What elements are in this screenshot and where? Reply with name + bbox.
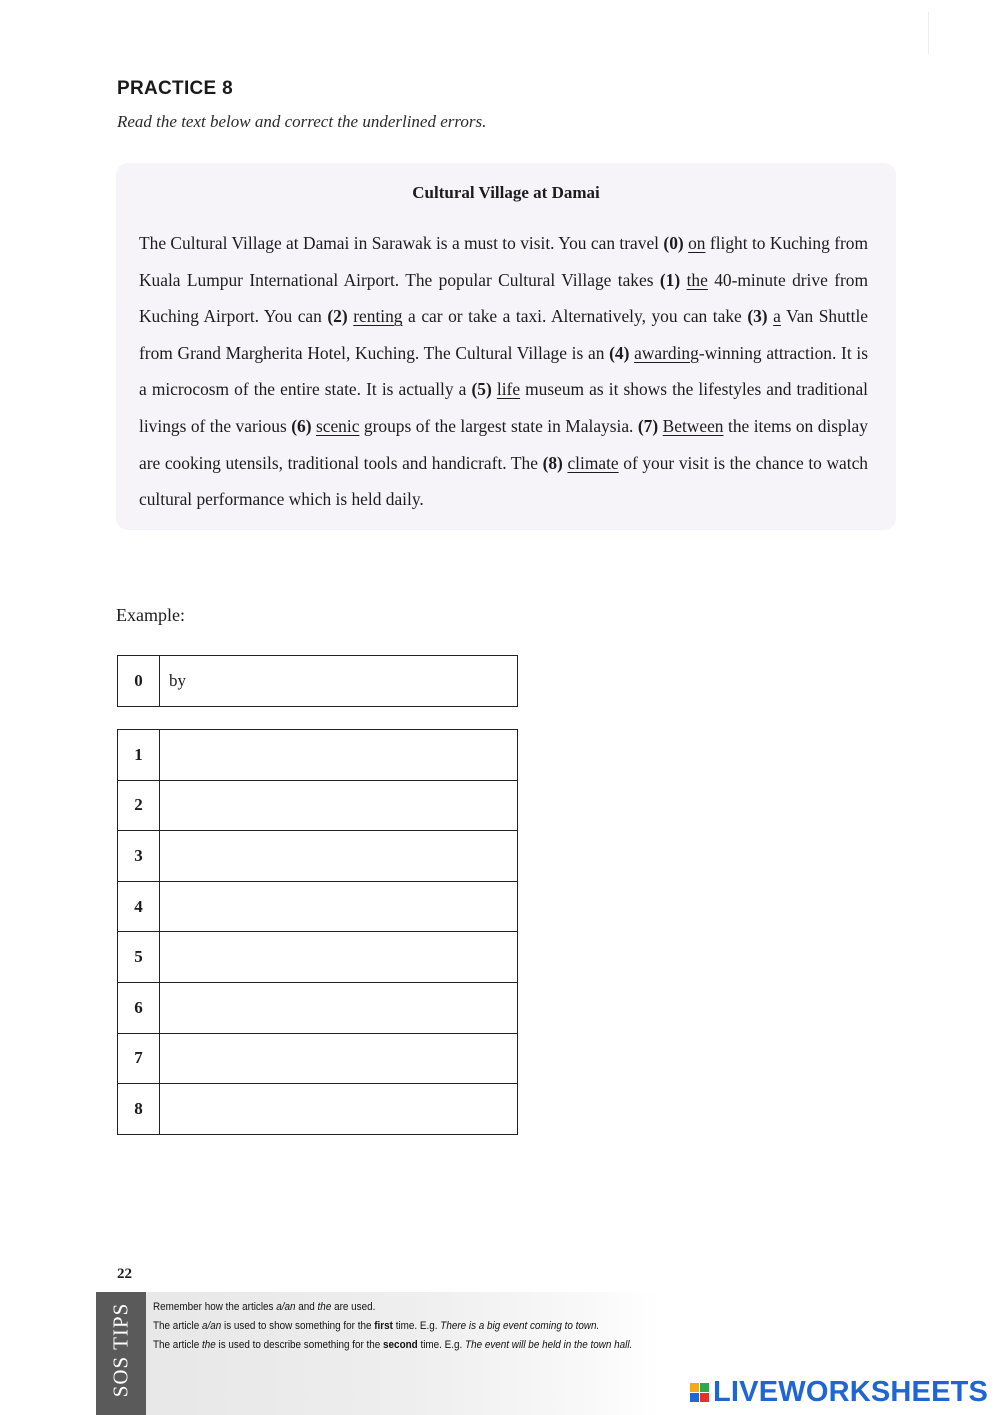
- logo-square: [700, 1383, 709, 1392]
- tip-run: The article: [153, 1339, 202, 1351]
- answer-row: [118, 1033, 518, 1084]
- answer-number: 4: [118, 881, 160, 932]
- passage-error-word: renting: [353, 306, 403, 327]
- logo-square: [690, 1383, 699, 1392]
- passage-text: [139, 225, 868, 518]
- answer-row: [118, 730, 518, 781]
- answer-number: 2: [118, 780, 160, 831]
- tip-run: are used.: [331, 1301, 376, 1313]
- answer-number: 1: [118, 730, 160, 781]
- passage-marker: (5): [471, 379, 492, 400]
- passage-error-word: on: [688, 233, 706, 253]
- sos-tips-box: [96, 1292, 661, 1415]
- answer-row: [118, 982, 518, 1033]
- passage-marker: (7): [637, 415, 659, 436]
- answer-field-1[interactable]: [160, 730, 518, 781]
- passage-error-word: climate: [567, 452, 619, 473]
- passage-run: flight to Kuching from Kuala Lumpur International Airport. The popular Cultural Village takes: [139, 233, 868, 290]
- answer-row: [118, 932, 518, 983]
- tip-run: time. E.g.: [417, 1339, 466, 1351]
- sos-tip-line: [153, 1298, 632, 1317]
- passage-box: [116, 163, 896, 530]
- tip-run: a/an: [201, 1320, 222, 1332]
- passage-run: 40-minute drive from Kuching Airport. You can: [139, 269, 868, 327]
- answer-field-4[interactable]: [160, 881, 518, 932]
- example-row: [118, 656, 518, 707]
- sos-tips-text: [153, 1298, 632, 1355]
- passage-run: the items on display are cooking utensils, traditional tools and handicraft. The: [139, 415, 868, 473]
- liveworksheets-wordmark: LIVEWORKSHEETS: [713, 1375, 989, 1408]
- answer-row: [118, 881, 518, 932]
- passage-marker: (3): [747, 306, 768, 327]
- passage-error-word: the: [686, 269, 708, 290]
- tip-run: the: [201, 1339, 216, 1351]
- answer-field-3[interactable]: [160, 831, 518, 882]
- passage-run: a car or take a taxi. Alternatively, you can take: [402, 306, 748, 327]
- instruction-text: Read the text below and correct the underlined errors.: [117, 112, 487, 131]
- passage-error-word: life: [496, 379, 521, 400]
- example-answer: by: [160, 656, 518, 707]
- answer-field-6[interactable]: [160, 982, 518, 1033]
- passage-error-word: awarding: [634, 342, 699, 363]
- answer-row: [118, 831, 518, 882]
- tip-run: Remember how the articles: [153, 1301, 277, 1313]
- practice-heading: PRACTICE 8: [117, 78, 233, 99]
- passage-run: Van Shuttle from Grand Margherita Hotel, Kuching. The Cultural Village is an: [139, 306, 869, 363]
- liveworksheets-logo: [690, 1376, 988, 1408]
- answer-field-5[interactable]: [160, 932, 518, 983]
- sos-tip-line: [153, 1317, 632, 1336]
- liveworksheets-icon: [690, 1383, 709, 1402]
- sos-tips-tab: [96, 1292, 146, 1415]
- tip-marker: second: [383, 1339, 418, 1351]
- passage-run: groups of the largest state in Malaysia.: [359, 415, 638, 436]
- passage-run: of your visit is the chance to watch cultural performance which is held daily.: [139, 452, 868, 510]
- answer-row: [118, 1084, 518, 1135]
- passage-title: Cultural Village at Damai: [412, 183, 600, 202]
- answer-number: 8: [118, 1084, 160, 1135]
- passage-error-word: scenic: [315, 415, 360, 436]
- example-label: Example:: [116, 605, 185, 625]
- tip-run: a/an: [276, 1301, 296, 1313]
- passage-marker: (6): [291, 415, 312, 436]
- logo-square: [700, 1393, 709, 1402]
- logo-square: [690, 1393, 699, 1402]
- answer-row: [118, 780, 518, 831]
- answer-field-8[interactable]: [160, 1084, 518, 1135]
- answer-number: 6: [118, 982, 160, 1033]
- tip-run: is used to describe something for the: [215, 1339, 384, 1351]
- page-number: 22: [117, 1266, 132, 1282]
- page-fold-mark: [928, 12, 929, 54]
- passage-run: -winning attraction. It is a microcosm of the entire state. It is actually a: [139, 342, 868, 400]
- answer-number: 7: [118, 1033, 160, 1084]
- tip-run: The event will be held in the town hall.: [465, 1339, 633, 1351]
- passage-marker: (2): [327, 306, 348, 327]
- tip-run: time. E.g.: [392, 1320, 441, 1332]
- tip-run: the: [317, 1301, 332, 1313]
- sos-tips-title: SOS TIPS: [108, 1302, 133, 1398]
- tip-run: and: [295, 1301, 318, 1313]
- sos-tip-line: [153, 1336, 632, 1355]
- answer-number: 3: [118, 831, 160, 882]
- answer-table: [117, 729, 518, 1135]
- tip-run: is used to show something for the: [221, 1320, 375, 1332]
- passage-marker: (1): [659, 269, 681, 290]
- answer-number: 5: [118, 932, 160, 983]
- passage-marker: (0): [663, 233, 684, 253]
- tip-marker: first: [374, 1320, 393, 1332]
- answer-field-2[interactable]: [160, 780, 518, 831]
- passage-run: museum as it shows the lifestyles and traditional livings of the various: [139, 379, 868, 436]
- tip-run: The article: [153, 1320, 202, 1332]
- passage-marker: (8): [542, 452, 563, 473]
- passage-run: The Cultural Village at Damai in Sarawak is a must to visit. You can travel: [139, 233, 664, 253]
- tip-run: There is a big event coming to town.: [440, 1320, 600, 1332]
- passage-error-word: Between: [662, 415, 724, 436]
- passage-error-word: a: [773, 306, 781, 327]
- answer-field-7[interactable]: [160, 1033, 518, 1084]
- example-number: 0: [118, 656, 160, 707]
- passage-marker: (4): [609, 342, 630, 363]
- example-table: [117, 655, 518, 707]
